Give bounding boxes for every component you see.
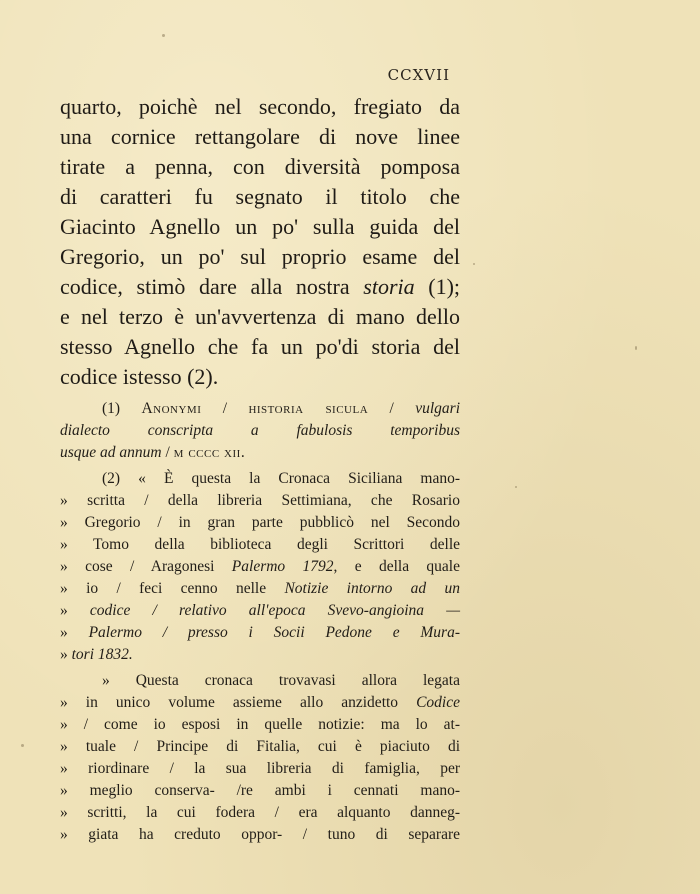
footnote-number: (1) <box>102 400 121 417</box>
footnote-line <box>60 442 460 464</box>
footnote-2-continued <box>60 670 460 846</box>
text-line: e nel terzo è un'avvertenza di mano dello <box>60 304 460 329</box>
italic-word: storia <box>363 274 415 299</box>
text-segment: » <box>60 624 89 641</box>
text-segment: , e della quale <box>333 558 460 575</box>
text-segment: » <box>60 646 72 663</box>
text-line: codice istesso (2). <box>60 364 219 389</box>
footnote-line <box>60 644 460 666</box>
italic-text: Codice <box>416 694 460 711</box>
text-line: Giacinto Agnello un po' sulla guida del <box>60 214 460 239</box>
text-line <box>60 272 460 302</box>
text-line: di caratteri fu segnato il titolo che <box>60 184 460 209</box>
paper-speck <box>635 346 637 350</box>
footnote-1 <box>60 398 460 464</box>
footnote-ref: (1); <box>414 274 461 299</box>
footnote-2 <box>60 468 460 666</box>
page-number-roman: CCXVII <box>387 66 450 84</box>
footnote-line: (2) « È questa la Cronaca Siciliana mano- <box>102 470 460 487</box>
footnote-line <box>60 578 460 600</box>
footnote-line: » / come io esposi in quelle notizie: ma lo at- <box>60 716 460 733</box>
italic-text: Palermo 1792 <box>231 558 334 575</box>
paper-speck <box>162 34 165 37</box>
footnote-line <box>60 692 460 714</box>
italic-text: vulgari <box>415 400 461 417</box>
footnote-line: » Tomo della biblioteca degli Scrittori delle <box>60 536 460 553</box>
footnote-line: » tuale / Principe di Fitalia, cui è piaciuto di <box>60 738 460 755</box>
text-line: tirate a penna, con diversità pomposa <box>60 154 460 179</box>
footnote-line <box>60 556 460 578</box>
text-line: Gregorio, un po' sul proprio esame del <box>60 244 460 269</box>
small-caps-text: m cccc xii. <box>173 444 246 461</box>
italic-text: Palermo / presso i Socii Pedone e Mura- <box>88 624 461 641</box>
italic-text: tori 1832. <box>71 646 133 663</box>
footnote-line <box>60 622 460 644</box>
small-caps-text: Anonymi <box>141 400 202 417</box>
footnote-line: » giata ha creduto oppor- / tuno di separare <box>60 826 460 843</box>
text-segment: » cose / Aragonesi <box>60 558 232 575</box>
separator: / <box>161 444 174 461</box>
separator: / <box>368 400 416 417</box>
italic-text: codice / relativo all'epoca Svevo-angioina — <box>89 602 460 619</box>
paper-speck <box>515 486 517 488</box>
text-line: stesso Agnello che fa un po'di storia del <box>60 334 460 359</box>
text-segment: » in unico volume assieme allo anzidetto <box>60 694 417 711</box>
footnote-line: » Questa cronaca trovavasi allora legata <box>102 672 460 689</box>
separator: / <box>201 400 249 417</box>
italic-text: usque ad annum <box>60 444 162 461</box>
footnote-line: dialecto conscripta a fabulosis temporibus <box>60 422 460 439</box>
italic-text: Notizie intorno ad un <box>284 580 460 597</box>
footnote-line: » scritta / della libreria Settimiana, che Rosario <box>60 492 460 509</box>
footnote-line: » meglio conserva- /re ambi i cennati mano- <box>60 782 460 799</box>
text-line: quarto, poichè nel secondo, fregiato da <box>60 94 460 119</box>
footnotes <box>60 398 460 850</box>
footnote-line: » scritti, la cui fodera / era alquanto danneg- <box>60 804 460 821</box>
paper-speck <box>473 263 475 265</box>
footnote-line <box>60 398 460 420</box>
text-segment: » io / feci cenno nelle <box>60 580 285 597</box>
footnote-line: » riordinare / la sua libreria di famiglia, per <box>60 760 460 777</box>
footnote-line <box>60 600 460 622</box>
main-text <box>60 92 460 392</box>
paper-speck <box>21 744 24 747</box>
footnote-line: » Gregorio / in gran parte pubblicò nel Secondo <box>60 514 460 531</box>
text-segment: » <box>60 602 90 619</box>
text-line: una cornice rettangolare di nove linee <box>60 124 460 149</box>
small-caps-text: historia sicula <box>248 400 369 417</box>
text-segment: codice, stimò dare alla nostra <box>60 274 364 299</box>
